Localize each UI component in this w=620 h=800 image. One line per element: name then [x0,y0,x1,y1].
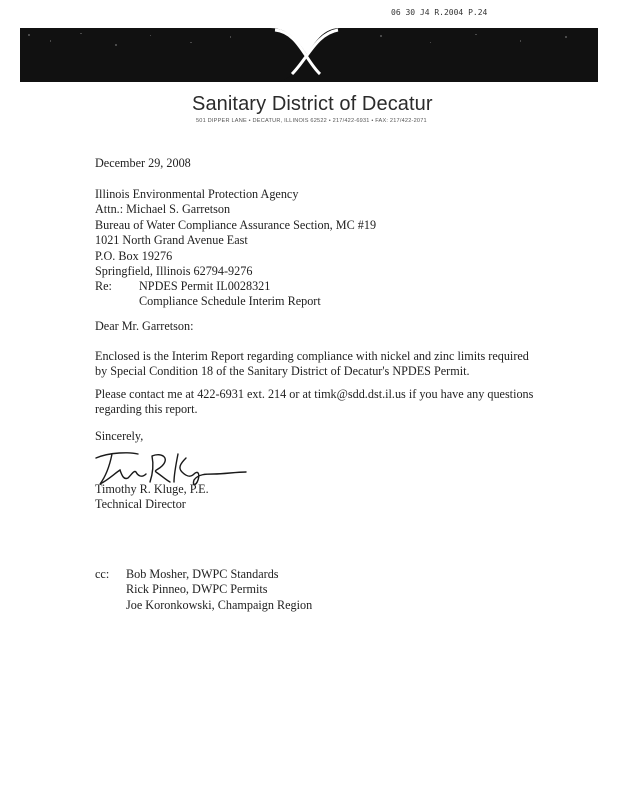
closing: Sincerely, [95,429,144,443]
cc-recipient: Bob Mosher, DWPC Standards [126,567,279,581]
body-paragraph [95,349,529,380]
cc-recipient: Joe Koronkowski, Champaign Region [126,597,313,612]
fax-header: 06 30 J4 R.2004 P.24 [391,8,488,17]
signatory-title: Technical Director [95,497,186,512]
body-paragraph [95,387,533,418]
cc-recipient: Rick Pinneo, DWPC Permits [126,582,268,597]
recipient-line: Bureau of Water Compliance Assurance Section, MC #19 [95,217,377,232]
re-label: Re: [95,279,112,293]
re-subject [139,279,321,310]
paragraph-line: Enclosed is the Interim Report regarding compliance with nickel and zinc limits required [95,349,529,363]
paragraph-line: regarding this report. [95,402,198,417]
re-line: Compliance Schedule Interim Report [139,294,321,309]
recipient-line: Illinois Environmental Protection Agency [95,187,299,201]
cc-label: cc: [95,567,110,581]
recipient-address [95,187,376,279]
salutation: Dear Mr. Garretson: [95,319,194,333]
recipient-line: P.O. Box 19276 [95,248,173,263]
recipient-line: Attn.: Michael S. Garretson [95,202,231,217]
signatory-name: Timothy R. Kluge, P.E. [95,482,209,496]
paragraph-line: Please contact me at 422-6931 ext. 214 or at timk@sdd.dst.il.us if you have any questions [95,387,534,401]
organization-name: Sanitary District of Decatur [192,93,433,115]
re-line: NPDES Permit IL0028321 [139,279,271,293]
recipient-line: 1021 North Grand Avenue East [95,233,248,248]
cc-list [126,567,312,613]
paragraph-line: by Special Condition 18 of the Sanitary District of Decatur's NPDES Permit. [95,364,470,379]
signature-block [95,482,209,513]
letterhead-banner [20,20,598,90]
recipient-line: Springfield, Illinois 62794-9276 [95,264,253,279]
letter-date: December 29, 2008 [95,156,191,170]
organization-address: 501 DIPPER LANE • DECATUR, ILLINOIS 62522 • 217/422-6931 • FAX: 217/422-2071 [196,118,427,124]
